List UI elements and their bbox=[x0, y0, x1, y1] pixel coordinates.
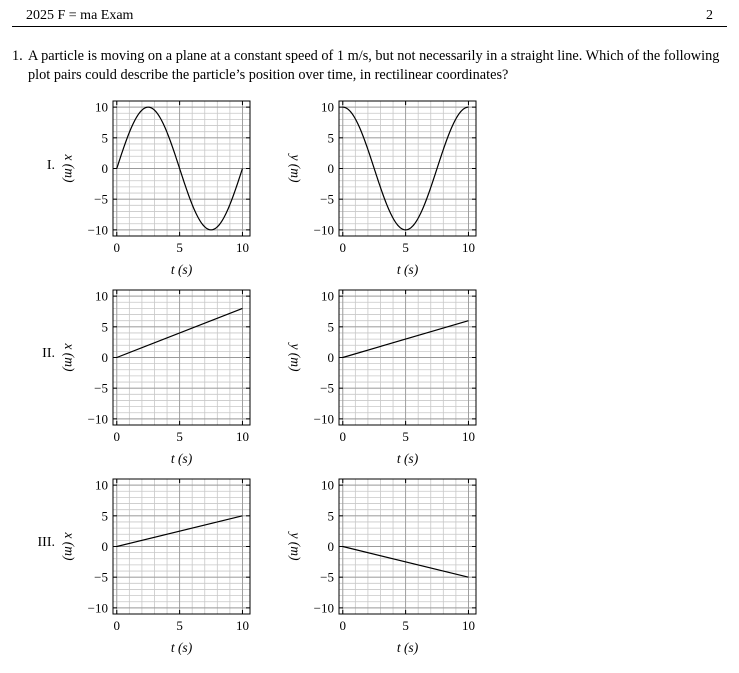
x-tick-label: 10 bbox=[235, 240, 249, 255]
y-tick-label: 5 bbox=[327, 508, 334, 524]
plot-1-y bbox=[288, 100, 476, 277]
y-axis-label: x (m) bbox=[62, 154, 77, 183]
y-axis-label: y (m) bbox=[288, 343, 303, 372]
plot-3-x bbox=[38, 478, 251, 655]
y-tick-label: 5 bbox=[101, 319, 108, 335]
y-tick-label: −10 bbox=[87, 222, 108, 238]
x-tick-label: 10 bbox=[461, 429, 475, 444]
plot-2-x bbox=[42, 289, 250, 466]
y-tick-label: 10 bbox=[95, 477, 108, 493]
x-tick-label: 0 bbox=[339, 618, 347, 633]
x-tick-label: 5 bbox=[402, 618, 409, 633]
row-label: I. bbox=[46, 158, 55, 173]
row-label: III. bbox=[37, 535, 55, 550]
y-tick-label: −5 bbox=[94, 380, 108, 396]
y-tick-label: 10 bbox=[321, 477, 334, 493]
y-tick-label: 10 bbox=[95, 99, 108, 115]
y-axis-label: x (m) bbox=[62, 532, 77, 561]
y-axis-label: y (m) bbox=[288, 154, 303, 183]
plot-2-y bbox=[288, 289, 476, 466]
x-tick-label: 10 bbox=[235, 618, 249, 633]
question-text: A particle is moving on a plane at a constant speed of 1 m/s, but not necessarily in a straight line. Which of the following plot pairs could describe the particle’s position over time, in rectilinear coordinates? bbox=[28, 48, 720, 83]
y-axis-label: y (m) bbox=[288, 532, 303, 561]
plot-1-x bbox=[47, 100, 250, 277]
y-tick-label: −5 bbox=[320, 191, 334, 207]
y-tick-label: −10 bbox=[313, 600, 334, 616]
y-axis-label: x (m) bbox=[62, 343, 77, 372]
x-tick-label: 0 bbox=[113, 429, 121, 444]
y-tick-label: −10 bbox=[313, 411, 334, 427]
y-tick-label: 0 bbox=[327, 161, 334, 176]
x-axis-label: t (s) bbox=[396, 451, 419, 466]
y-tick-label: 0 bbox=[327, 539, 334, 554]
x-tick-label: 0 bbox=[113, 240, 121, 255]
x-tick-label: 5 bbox=[402, 429, 409, 444]
x-axis-label: t (s) bbox=[170, 262, 193, 277]
x-tick-label: 0 bbox=[339, 240, 347, 255]
y-tick-label: −5 bbox=[94, 191, 108, 207]
y-tick-label: 10 bbox=[321, 99, 334, 115]
x-axis-label: t (s) bbox=[396, 262, 419, 277]
y-tick-label: 0 bbox=[101, 539, 108, 554]
y-tick-label: −10 bbox=[313, 222, 334, 238]
page-number: 2 bbox=[706, 8, 713, 23]
x-tick-label: 0 bbox=[339, 429, 347, 444]
question-number: 1. bbox=[12, 48, 23, 64]
x-axis-label: t (s) bbox=[170, 451, 193, 466]
row-label: II. bbox=[42, 346, 55, 361]
x-tick-label: 5 bbox=[176, 240, 183, 255]
y-tick-label: −10 bbox=[87, 411, 108, 427]
x-tick-label: 5 bbox=[176, 618, 183, 633]
x-tick-label: 0 bbox=[113, 618, 121, 633]
x-tick-label: 10 bbox=[235, 429, 249, 444]
y-tick-label: 0 bbox=[101, 350, 108, 365]
y-tick-label: −5 bbox=[320, 569, 334, 585]
plot-3-y bbox=[288, 478, 476, 655]
x-axis-label: t (s) bbox=[170, 640, 193, 655]
y-tick-label: 0 bbox=[327, 350, 334, 365]
x-axis-label: t (s) bbox=[396, 640, 419, 655]
y-tick-label: −5 bbox=[94, 569, 108, 585]
x-tick-label: 5 bbox=[402, 240, 409, 255]
y-tick-label: 10 bbox=[95, 288, 108, 304]
y-tick-label: 10 bbox=[321, 288, 334, 304]
y-tick-label: 0 bbox=[101, 161, 108, 176]
y-tick-label: 5 bbox=[101, 130, 108, 146]
y-tick-label: −10 bbox=[87, 600, 108, 616]
x-tick-label: 10 bbox=[461, 240, 475, 255]
y-tick-label: 5 bbox=[327, 319, 334, 335]
x-tick-label: 10 bbox=[461, 618, 475, 633]
y-tick-label: −5 bbox=[320, 380, 334, 396]
y-tick-label: 5 bbox=[327, 130, 334, 146]
x-tick-label: 5 bbox=[176, 429, 183, 444]
exam-title: 2025 F = ma Exam bbox=[26, 8, 134, 23]
y-tick-label: 5 bbox=[101, 508, 108, 524]
